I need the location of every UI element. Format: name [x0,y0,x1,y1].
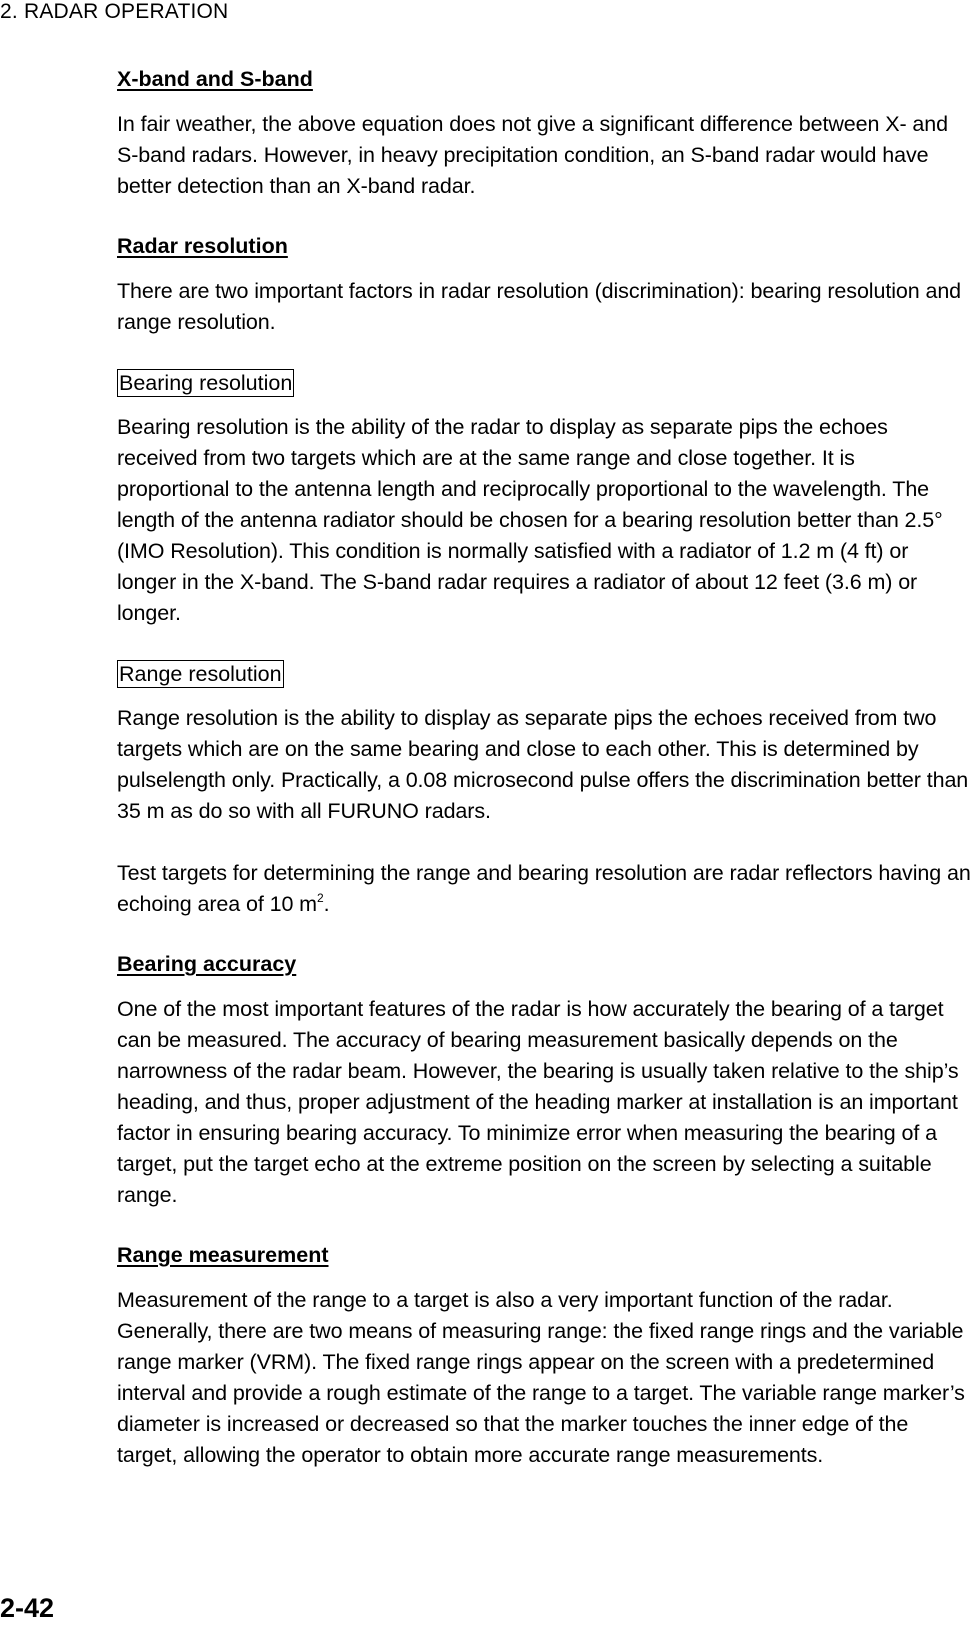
paragraph-range-measurement: Measurement of the range to a target is also a very important function of the radar. Generally, there are two means of measuring range: the fixed range rings and the variable range marker (VRM). The fixed range rings appear on the screen with a predetermined interval and provide a rough estimate of the range to a target. The variable range marker’s diameter is increased or decreased so that the marker touches the inner edge of the target, allowing the operator to obtain more accurate range measurements. [117,1288,965,1467]
subheading-range-resolution: Range resolution [119,662,282,686]
paragraph-xband: In fair weather, the above equation does not give a significant difference between X- and S-band radars. However, in heavy precipitation condition, an S-band radar would have better detection than an X-band radar. [117,112,948,198]
section-heading-radar-resolution: Radar resolution [117,234,288,258]
page-number: 2-42 [0,1593,55,1623]
test-targets-text: Test targets for determining the range and bearing resolution are radar reflectors having an echoing area of 10 m [117,861,971,916]
section-heading-bearing-accuracy: Bearing accuracy [117,952,297,976]
subheading-bearing-resolution: Bearing resolution [119,371,293,395]
page-content [117,66,973,1471]
section-heading-xband: X-band and S-band [117,67,313,91]
section-heading-range-measurement: Range measurement [117,1243,329,1267]
paragraph-bearing-accuracy: One of the most important features of the radar is how accurately the bearing of a target can be measured. The accuracy of bearing measurement basically depends on the narrowness of the radar beam. However, the bearing is usually taken relative to the ship’s heading, and thus, proper adjustment of the heading marker at installation is an important factor in ensuring bearing accuracy. To minimize error when measuring the bearing of a target, put the target echo at the extreme position on the screen by selecting a suitable range. [117,997,959,1207]
paragraph-bearing-resolution: Bearing resolution is the ability of the radar to display as separate pips the echoes received from two targets which are at the same range and close together. It is proportional to the antenna length and reciprocally proportional to the wavelength. The length of the antenna radiator should be chosen for a bearing resolution better than 2.5° (IMO Resolution). This condition is normally satisfied with a radiator of 1.2 m (4 ft) or longer in the X-band. The S-band radar requires a radiator of about 12 feet (3.6 m) or longer. [117,415,943,625]
running-header: 2. RADAR OPERATION [0,0,229,23]
paragraph-range-resolution: Range resolution is the ability to display as separate pips the echoes received from two targets which are on the same bearing and close to each other. This is determined by pulselength only. Practically, a 0.08 microsecond pulse offers the discrimination better than 35 m as do so with all FURUNO radars. [117,706,969,823]
paragraph-radar-resolution: There are two important factors in radar resolution (discrimination): bearing resolution and range resolution. [117,279,962,334]
paragraph-test-targets [117,858,973,920]
superscript-two: 2 [317,891,324,905]
test-targets-period: . [323,892,330,916]
